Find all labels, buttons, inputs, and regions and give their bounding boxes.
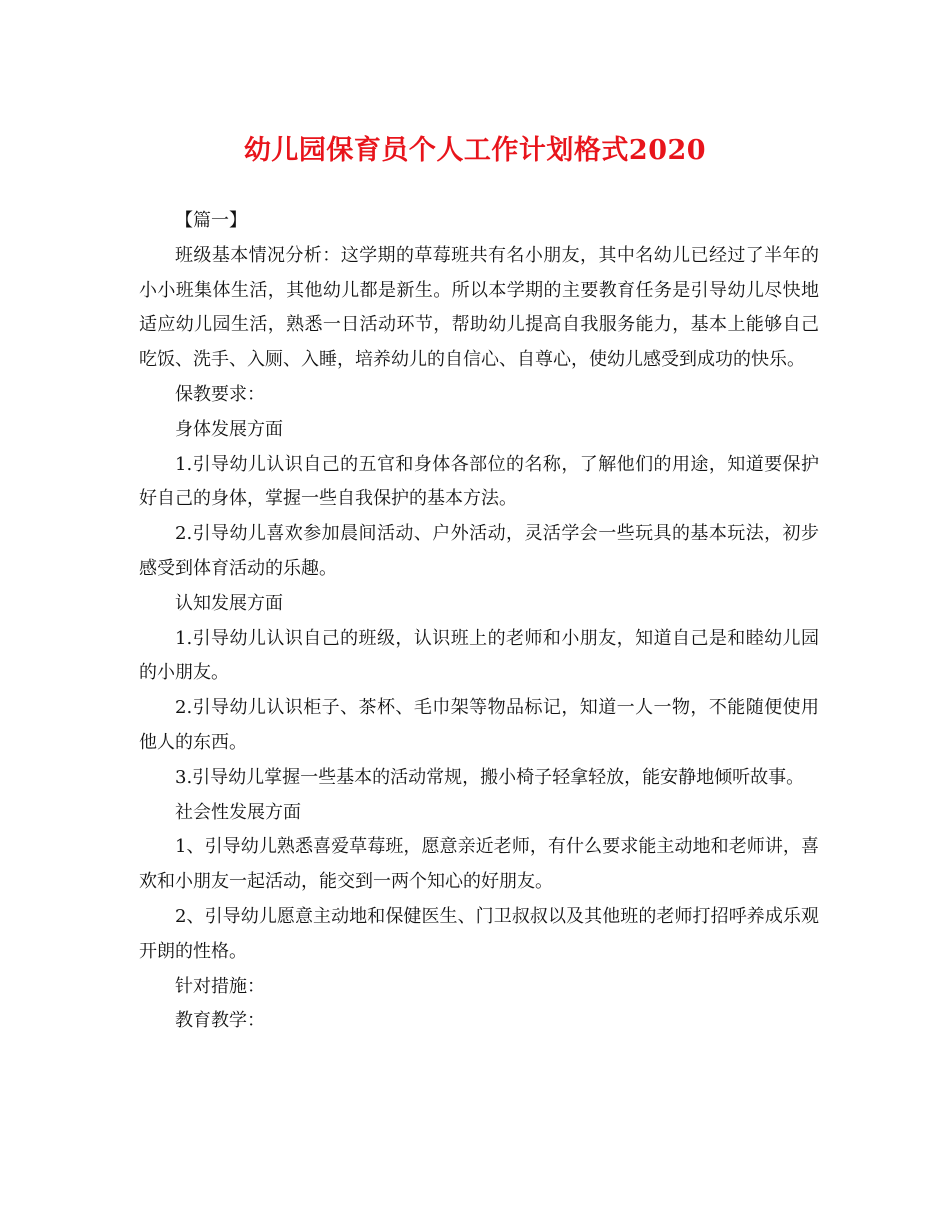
page-title: 幼儿园保育员个人工作计划格式2020 [243, 135, 707, 166]
paragraph: 1.引导幼儿认识自己的五官和身体各部位的名称，了解他们的用途，知道要保护好自己的身体，掌握一些自我保护的基本方法。 [139, 453, 819, 510]
subheading: 认知发展方面 [175, 592, 283, 614]
paragraph: 针对措施： [175, 975, 265, 997]
paragraph: 教育教学： [175, 1010, 265, 1032]
paragraph: 1、引导幼儿熟悉喜爱草莓班，愿意亲近老师，有什么要求能主动地和老师讲，喜欢和小朋友一起活动，能交到一两个知心的好朋友。 [139, 836, 819, 893]
document-body [139, 204, 819, 1039]
section-heading: 【篇一】 [175, 210, 247, 231]
paragraph: 2.引导幼儿认识柜子、茶杯、毛巾架等物品标记，知道一人一物，不能随便使用他人的东西。 [139, 697, 819, 753]
subheading: 社会性发展方面 [175, 801, 301, 823]
paragraph: 保教要求： [175, 383, 265, 405]
paragraph: 2.引导幼儿喜欢参加晨间活动、户外活动，灵活学会一些玩具的基本玩法，初步感受到体育活动的乐趣。 [139, 523, 819, 579]
paragraph: 2、引导幼儿愿意主动地和保健医生、门卫叔叔以及其他班的老师打招呼养成乐观开朗的性格。 [139, 905, 819, 962]
paragraph: 1.引导幼儿认识自己的班级，认识班上的老师和小朋友，知道自己是和睦幼儿园的小朋友。 [139, 627, 819, 684]
paragraph: 班级基本情况分析：这学期的草莓班共有名小朋友，其中名幼儿已经过了半年的小小班集体生活，其他幼儿都是新生。所以本学期的主要教育任务是引导幼儿尽快地适应幼儿园生活，熟悉一日活动环节，帮助幼儿提高自我服务能力，基本上能够自己吃饭、洗手、入厕、入睡，培养幼儿的自信心、自尊心，使幼儿感受到成功的快乐。 [139, 244, 819, 371]
paragraph: 3.引导幼儿掌握一些基本的活动常规，搬小椅子轻拿轻放，能安静地倾听故事。 [175, 766, 805, 788]
subheading: 身体发展方面 [175, 418, 283, 440]
